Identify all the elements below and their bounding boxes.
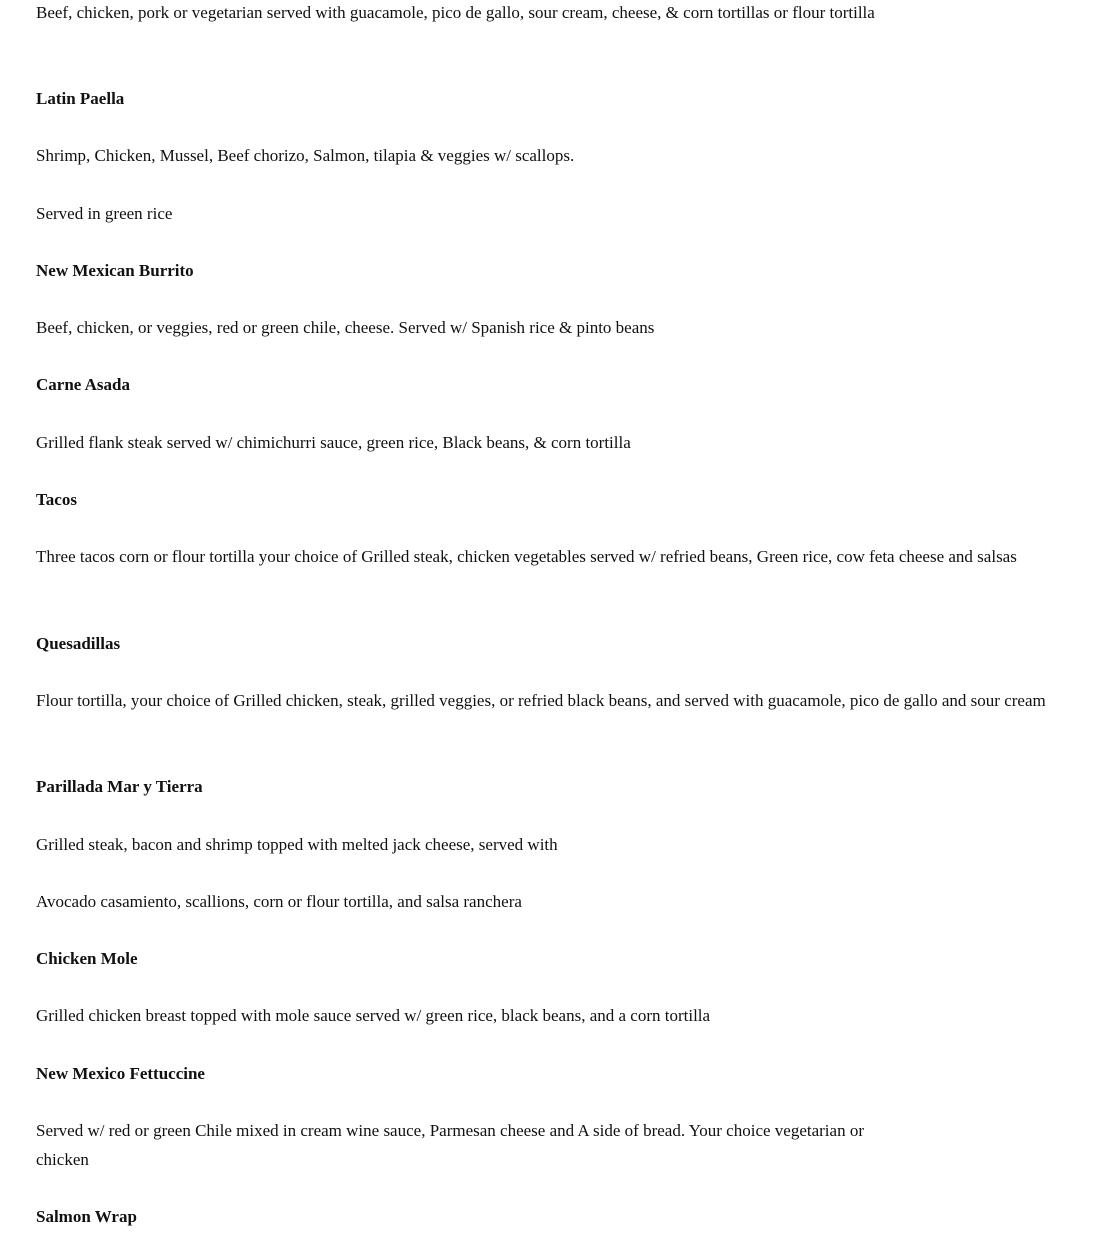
fajitas-description: Beef, chicken, pork or vegetarian served with guacamole, pico de gallo, sour cream, cheese, & corn tortillas or flour tortilla: [36, 3, 875, 22]
fettuccine-description: Served w/ red or green Chile mixed in cream wine sauce, Parmesan cheese and A side of bread. Your choice vegetarian or chicken: [36, 1121, 864, 1169]
tacos-description: Three tacos corn or flour tortilla your choice of Grilled steak, chicken vegetables served w/ refried beans, Green rice, cow feta cheese and salsas: [36, 547, 1017, 566]
salmon-wrap-title: Salmon Wrap: [36, 1207, 137, 1226]
chicken-mole-description: Grilled chicken breast topped with mole sauce served w/ green rice, black beans, and a corn tortilla: [36, 1006, 711, 1025]
latin-paella-description: Shrimp, Chicken, Mussel, Beef chorizo, Salmon, tilapia & veggies w/ scallops.: [36, 146, 575, 165]
fettuccine-title: New Mexico Fettuccine: [36, 1064, 205, 1083]
new-mexican-burrito-title: New Mexican Burrito: [36, 261, 194, 280]
chicken-mole-title: Chicken Mole: [36, 949, 138, 968]
parillada-title: Parillada Mar y Tierra: [36, 777, 203, 796]
latin-paella-title: Latin Paella: [36, 89, 125, 108]
carne-asada-title: Carne Asada: [36, 375, 130, 394]
quesadillas-description: Flour tortilla, your choice of Grilled chicken, steak, grilled veggies, or refried black beans, and served with guacamole, pico de gallo and sour cream: [36, 691, 1046, 710]
parillada-description-continued: Avocado casamiento, scallions, corn or flour tortilla, and salsa ranchera: [36, 892, 522, 911]
carne-asada-description: Grilled flank steak served w/ chimichurri sauce, green rice, Black beans, & corn tortilla: [36, 433, 631, 452]
parillada-description: Grilled steak, bacon and shrimp topped with melted jack cheese, served with: [36, 835, 558, 854]
tacos-title: Tacos: [36, 490, 77, 509]
quesadillas-title: Quesadillas: [36, 634, 121, 653]
latin-paella-serving-note: Served in green rice: [36, 204, 173, 223]
new-mexican-burrito-description: Beef, chicken, or veggies, red or green chile, cheese. Served w/ Spanish rice & pinto beans: [36, 318, 655, 337]
